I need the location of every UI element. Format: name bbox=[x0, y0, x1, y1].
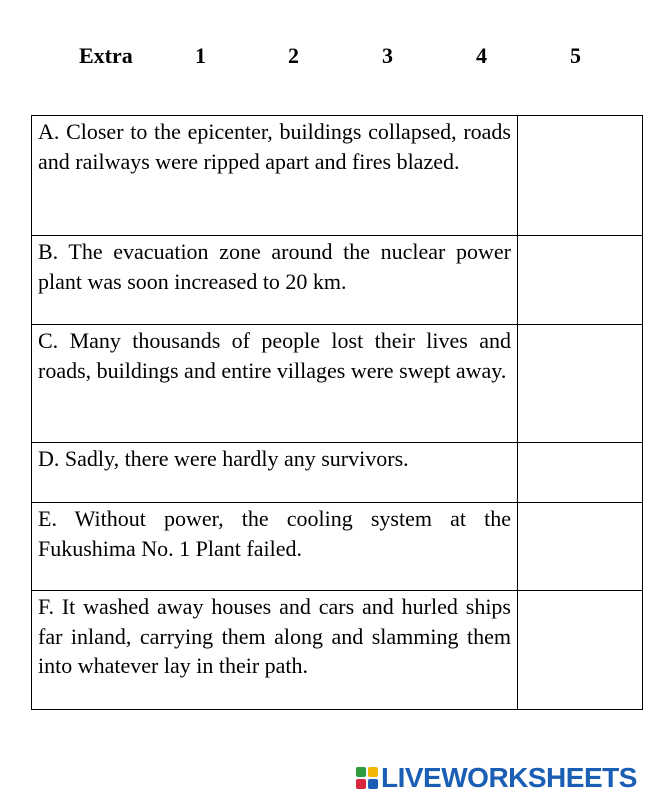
table-row bbox=[32, 443, 643, 503]
sentence-a: A. Closer to the epicenter, buildings collapsed, roads and railways were ripped apart and fires blazed. bbox=[32, 116, 518, 236]
table-row bbox=[32, 236, 643, 325]
table-row bbox=[32, 503, 643, 591]
sentence-b: B. The evacuation zone around the nuclear power plant was soon increased to 20 km. bbox=[32, 236, 518, 325]
sentence-table bbox=[31, 115, 643, 710]
header-extra: Extra bbox=[79, 43, 133, 68]
sentence-e: E. Without power, the cooling system at the Fukushima No. 1 Plant failed. bbox=[32, 503, 518, 591]
logo-text: LIVEWORKSHEETS bbox=[381, 762, 637, 793]
header-5: 5 bbox=[570, 43, 581, 68]
table-row bbox=[32, 591, 643, 710]
header-3: 3 bbox=[382, 43, 393, 68]
answer-box-f[interactable] bbox=[518, 591, 643, 710]
answer-box-b[interactable] bbox=[518, 236, 643, 325]
header-2: 2 bbox=[288, 43, 299, 68]
sentence-c: C. Many thousands of people lost their lives and roads, buildings and entire villages were swept away. bbox=[32, 325, 518, 443]
table-row bbox=[32, 325, 643, 443]
header-1: 1 bbox=[195, 43, 206, 68]
table-row bbox=[32, 116, 643, 236]
sentence-d: D. Sadly, there were hardly any survivors. bbox=[32, 443, 518, 503]
answer-box-d[interactable] bbox=[518, 443, 643, 503]
answer-box-c[interactable] bbox=[518, 325, 643, 443]
answer-box-a[interactable] bbox=[518, 116, 643, 236]
answer-box-e[interactable] bbox=[518, 503, 643, 591]
header-4: 4 bbox=[476, 43, 487, 68]
sentence-f: F. It washed away houses and cars and hurled ships far inland, carrying them along and slamming them into whatever lay in their path. bbox=[32, 591, 518, 710]
header-row bbox=[0, 42, 663, 70]
liveworksheets-logo[interactable] bbox=[356, 763, 637, 793]
liveworksheets-mark-icon bbox=[356, 767, 378, 789]
